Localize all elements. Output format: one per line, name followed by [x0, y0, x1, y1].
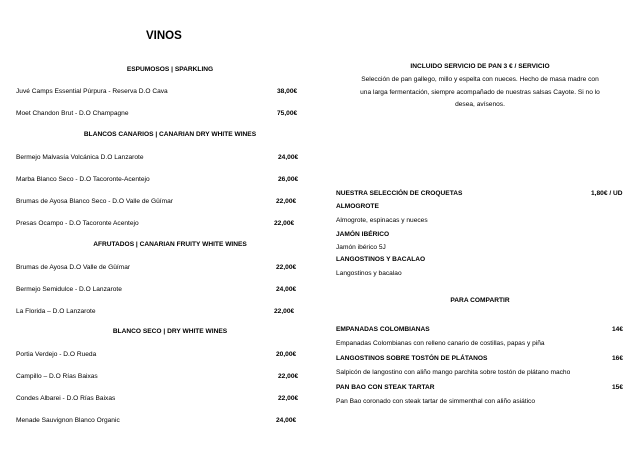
- wine-name: Bermejo Malvasía Volcánica D.O Lanzarote: [16, 154, 144, 161]
- wine-name: Brumas de Ayosa D.O Valle de Güímar: [16, 264, 131, 271]
- wine-price: 22,00€: [276, 198, 297, 205]
- wine-name: Portia Verdejo - D.O Rueda: [16, 351, 97, 358]
- bread-service-description: [330, 74, 630, 112]
- croqueta-desc: Langostinos y bacalao: [336, 270, 402, 277]
- croqueta-name: ALMOGROTE: [336, 203, 379, 210]
- section-heading-espumosos: ESPUMOSOS | SPARKLING: [126, 66, 214, 73]
- croquetas-price: 1,80€ / UD: [591, 190, 623, 197]
- wine-price: 24,00€: [276, 417, 297, 424]
- wine-name: Campillo – D.O Rías Baixas: [16, 373, 98, 380]
- wine-price: 24,00€: [276, 286, 297, 293]
- wine-price: 24,00€: [278, 154, 299, 161]
- croqueta-desc: Jamón ibérico 5J: [336, 244, 386, 251]
- wine-name: Moet Chandon Brut - D.O Champagne: [16, 110, 129, 117]
- dish-name: PAN BAO CON STEAK TARTAR: [336, 384, 435, 391]
- dish-desc: Empanadas Colombianas con relleno canario de costillas, papas y piña: [336, 340, 545, 347]
- dish-price: 16€: [612, 355, 624, 362]
- section-heading-blancos-canarios: BLANCOS CANARIOS | CANARIAN DRY WHITE WINES: [83, 131, 257, 138]
- croqueta-desc: Almogrote, espinacas y nueces: [336, 217, 428, 224]
- wine-name: Presas Ocampo - D.O Tacoronte Acentejo: [16, 220, 139, 227]
- wine-price: 22,00€: [276, 264, 297, 271]
- wine-price: 38,00€: [277, 88, 298, 95]
- wine-name: Menade Sauvignon Blanco Organic: [16, 417, 120, 424]
- dish-desc: Pan Bao coronado con steak tartar de simmenthal con aliño asiático: [336, 398, 536, 405]
- wine-price: 22,00€: [274, 308, 295, 315]
- wine-price: 26,00€: [278, 176, 299, 183]
- wine-name: Brumas de Ayosa Blanco Seco - D.O Valle de Güímar: [16, 198, 173, 205]
- croqueta-name: LANGOSTINOS Y BACALAO: [336, 256, 426, 263]
- dish-price: 14€: [612, 326, 624, 333]
- dish-name: EMPANADAS COLOMBIANAS: [336, 326, 430, 333]
- dish-price: 15€: [612, 384, 624, 391]
- section-heading-afrutados: AFRUTADOS | CANARIAN FRUITY WHITE WINES: [93, 241, 247, 248]
- wine-price: 20,00€: [276, 351, 297, 358]
- wine-name: Marba Blanco Seco - D.O Tacoronte-Acentejo: [16, 176, 150, 183]
- description-line: Selección de pan gallego, millo y espelta con nueces. Hecho de masa madre con: [361, 76, 599, 83]
- dish-desc: Salpicón de langostino con aliño mango parchita sobre tostón de plátano macho: [336, 369, 571, 376]
- section-heading-blanco-seco: BLANCO SECO | DRY WHITE WINES: [112, 328, 228, 335]
- croqueta-name: JAMÓN IBÉRICO: [336, 231, 390, 238]
- wine-price: 22,00€: [274, 220, 295, 227]
- wine-name: Condes Albarei - D.O Rías Baixas: [16, 395, 116, 402]
- wine-price: 22,00€: [278, 373, 299, 380]
- description-line: desea, avísenos.: [455, 101, 505, 108]
- croquetas-heading: NUESTRA SELECCIÓN DE CROQUETAS: [336, 190, 463, 197]
- page-title: VINOS: [146, 30, 182, 42]
- wine-name: Juvé Camps Essential Púrpura - Reserva D.O Cava: [16, 88, 168, 95]
- compartir-heading: PARA COMPARTIR: [450, 297, 510, 304]
- wine-price: 22,00€: [278, 395, 299, 402]
- wine-name: La Florida – D.O Lanzarote: [16, 308, 96, 315]
- description-line: una larga fermentación, siempre acompañado de nuestras salsas Cayote. Si no lo: [360, 88, 600, 96]
- wine-name: Bermejo Semidulce - D.O Lanzarote: [16, 286, 122, 293]
- wine-price: 75,00€: [277, 110, 298, 117]
- dish-name: LANGOSTINOS SOBRE TOSTÓN DE PLÁTANOS: [336, 355, 488, 362]
- bread-service-heading: INCLUIDO SERVICIO DE PAN 3 € / SERVICIO: [410, 63, 550, 70]
